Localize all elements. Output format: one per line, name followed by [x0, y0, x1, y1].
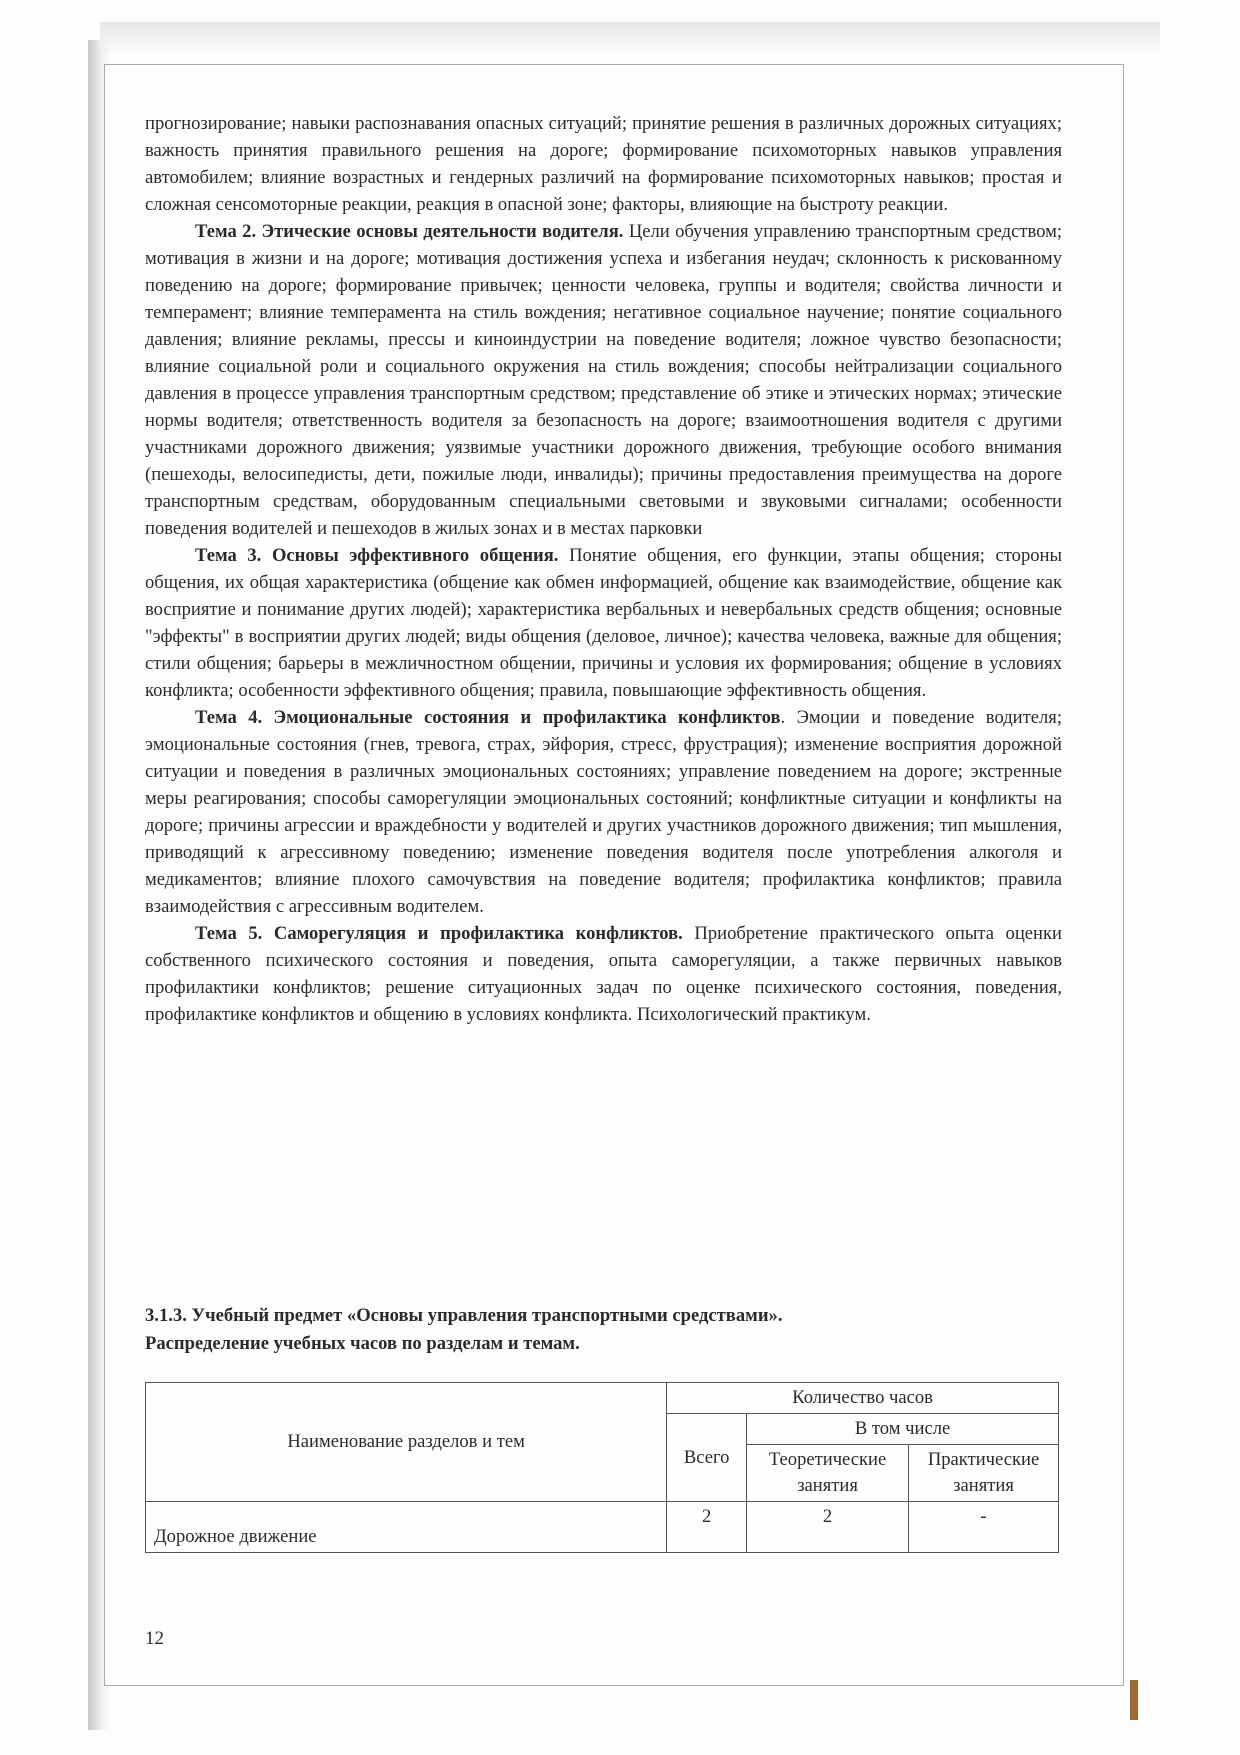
topic-1-continuation: прогнозирование; навыки распознавания опасных ситуаций; принятие решения в различных дорожных ситуациях; важность принятия правильного решения на дороге; формирование психомоторных навыков управления автомобилем; влияние возрастных и гендерных различий на формирование психомоторных навыков; простая и сложная сенсомоторные реакции, реакция в опасной зоне; факторы, влияющие на быстроту реакции. — [145, 113, 1062, 215]
row-total: 2 — [667, 1502, 747, 1553]
column-header-hours: Количество часов — [667, 1383, 1059, 1414]
topic-4-paragraph — [145, 704, 1062, 920]
column-header-including: В том числе — [747, 1414, 1059, 1445]
topic-2-paragraph — [145, 218, 1062, 542]
topic-5-title: Тема 5. Саморегуляция и профилактика конфликтов. — [195, 923, 683, 944]
topic-4-title: Тема 4. Эмоциональные состояния и профилактика конфликтов — [195, 707, 781, 728]
topic-3-paragraph — [145, 542, 1062, 704]
topic-5-paragraph — [145, 920, 1062, 1028]
column-header-total: Всего — [667, 1414, 747, 1502]
topic-5-text: Приобретение практического опыта оценки собственного психического состояния и поведения, опыта саморегуляции, а также первичных навыков профилактики конфликтов; решение ситуационных задач по оценке психического состояния, поведения, профилактике конфликтов и общению в условиях конфликта. Психологический практикум. — [145, 923, 1062, 1025]
row-theory: 2 — [747, 1502, 909, 1553]
table-row — [146, 1502, 1059, 1553]
column-header-practice: Практические занятия — [909, 1445, 1059, 1502]
document-body — [145, 110, 1062, 1028]
section-heading — [145, 1302, 1062, 1358]
section-heading-line-1: 3.1.3. Учебный предмет «Основы управления транспортными средствами». — [145, 1305, 783, 1326]
page-number: 12 — [145, 1628, 164, 1649]
topic-4-text: . Эмоции и поведение водителя; эмоциональные состояния (гнев, тревога, страх, эйфория, стресс, фрустрация); изменение восприятия дорожной ситуации и поведения в различных эмоциональных состояниях; управление поведением на дороге; экстренные меры реагирования; способы саморегуляции эмоциональных состояний; конфликтные ситуации и конфликты на дороге; причины агрессии и враждебности у водителей и других участников дорожного движения; тип мышления, приводящий к агрессивному поведению; изменение поведения водителя после употребления алкоголя и медикаментов; влияние плохого самочувствия на поведение водителя; профилактика конфликтов; правила взаимодействия с агрессивным водителем. — [145, 707, 1062, 917]
topic-3-title: Тема 3. Основы эффективного общения. — [195, 545, 559, 566]
topic-2-text: Цели обучения управлению транспортным средством; мотивация в жизни и на дороге; мотивация достижения успеха и избегания неудач; склонность к рискованному поведению на дороге; формирование привычек; ценности человека, группы и водителя; свойства личности и темперамент; влияние темперамента на стиль вождения; негативное социальное научение; понятие социального давления; влияние рекламы, прессы и киноиндустрии на поведение водителя; ложное чувство безопасности; влияние социальной роли и социального окружения на стиль вождения; способы нейтрализации социального давления в процессе управления транспортным средством; представление об этике и этических нормах; этические нормы водителя; ответственность водителя за безопасность на дороге; взаимоотношения водителя с другими участниками дорожного движения; уязвимые участники дорожного движения, требующие особого внимания (пешеходы, велосипедисты, дети, пожилые люди, инвалиды); причины предоставления преимущества на дороге транспортным средствам, оборудованным специальными световыми и звуковыми сигналами; особенности поведения водителей и пешеходов в жилых зонах и в местах парковки — [145, 221, 1062, 539]
topic-3-text: Понятие общения, его функции, этапы общения; стороны общения, их общая характеристика (общение как обмен информацией, общение как взаимодействие, общение как восприятие и понимание других людей); характеристика вербальных и невербальных средств общения; основные "эффекты" в восприятии других людей; виды общения (деловое, личное); качества человека, важные для общения; стили общения; барьеры в межличностном общении, причины и условия их формирования; общение в условиях конфликта; особенности эффективного общения; правила, повышающие эффективность общения. — [145, 545, 1062, 701]
row-practice: - — [909, 1502, 1059, 1553]
page-edge — [1130, 1680, 1138, 1720]
column-header-name: Наименование разделов и тем — [146, 1383, 667, 1502]
row-name: Дорожное движение — [146, 1502, 667, 1553]
hours-table — [145, 1382, 1059, 1553]
section-heading-line-2: Распределение учебных часов по разделам и темам. — [145, 1333, 580, 1354]
column-header-theory: Теоретические занятия — [747, 1445, 909, 1502]
topic-2-title: Тема 2. Этические основы деятельности водителя. — [195, 221, 624, 242]
scan-shadow — [100, 22, 1160, 56]
